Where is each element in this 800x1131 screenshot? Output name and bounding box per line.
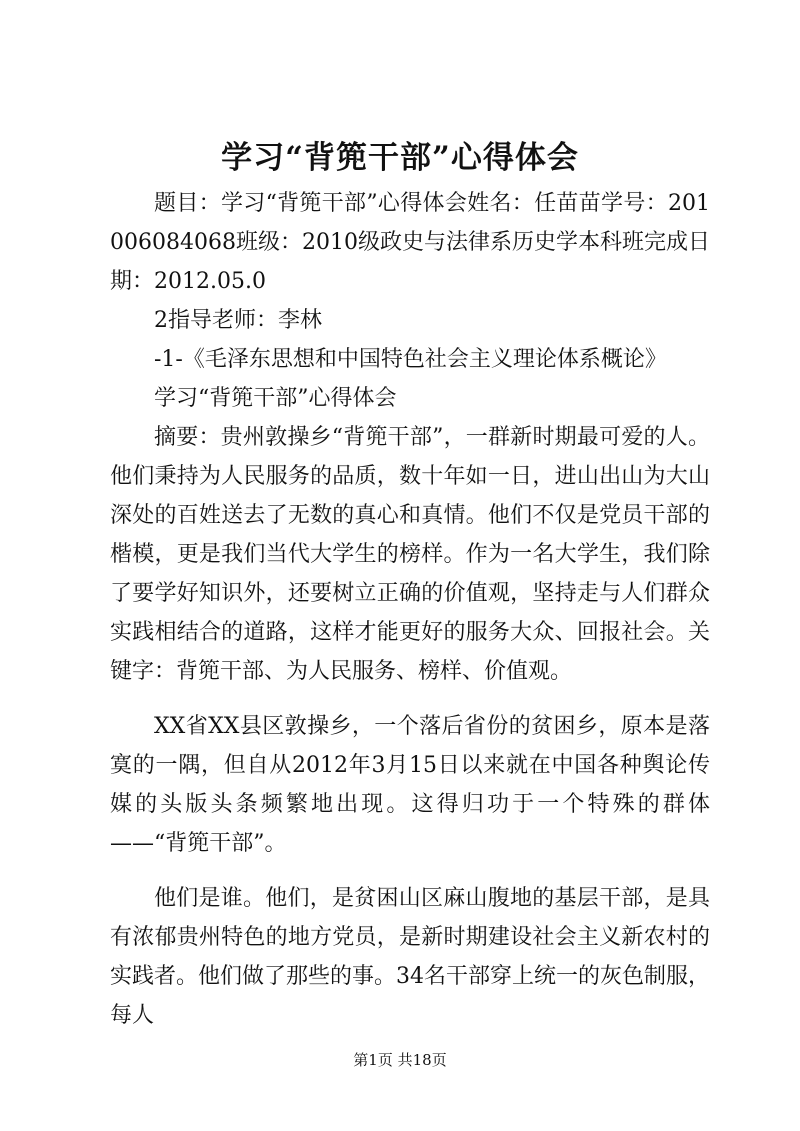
document-body [110,184,710,1035]
page-number-footer: 第1页 共18页 [353,1051,447,1069]
paragraph-abstract: 摘要：贵州敦操乡“背篼干部”，一群新时期最可爱的人。他们秉持为人民服务的品质，数十年如一日，进山出山为大山深处的百姓送去了无数的真心和真情。他们不仅是党员干部的楷模，更是我们当代大学生的榜样。作为一名大学生，我们除了要学好知识外，还要树立正确的价值观，坚持走与人们群众实践相结合的道路，这样才能更好的服务大众、回报社会。关键字：背篼干部、为人民服务、榜样、价值观。 [110,425,710,684]
paragraph-header-info: 题目：学习“背篼干部”心得体会姓名：任苗苗学号：201006084068班级：2010级政史与法律系历史学本科班完成日期：2012.05.0 [110,191,710,294]
paragraph-advisor: 2指导老师：李林 [154,308,322,333]
document-title: 学习“背篼干部”心得体会 [221,140,579,176]
paragraph-intro: XX省XX县区敦操乡，一个落后省份的贫困乡，原本是落寞的一隅，但自从2012年3月15日以来就在中国各种舆论传媒的头版头条频繁地出现。这得归功于一个特殊的群体——“背篼干部”。 [110,714,710,856]
paragraph-course: -1-《毛泽东思想和中国特色社会主义理论体系概论》 [154,347,667,372]
paragraph-who: 他们是谁。他们，是贫困山区麻山腹地的基层干部，是具有浓郁贵州特色的地方党员，是新时期建设社会主义新农村的实践者。他们做了那些的事。34名干部穿上统一的灰色制服，每人 [110,886,710,1028]
paragraph-subtitle: 学习“背篼干部”心得体会 [154,386,397,411]
